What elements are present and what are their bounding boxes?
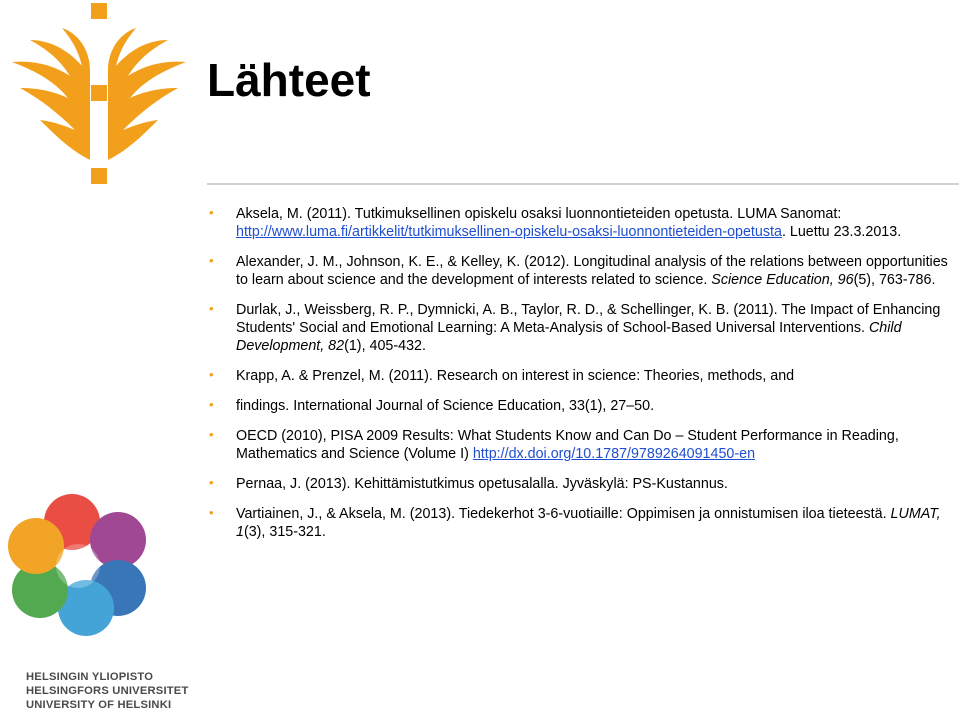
title-divider <box>207 183 959 185</box>
colored-petals-icon <box>0 480 170 650</box>
reference-text: (3), 315-321. <box>243 524 326 540</box>
bullet-icon: • <box>209 205 214 220</box>
reference-link[interactable]: http://dx.doi.org/10.1787/9789264091450-en <box>472 446 756 462</box>
bullet-icon: • <box>209 505 214 520</box>
bullet-icon: • <box>209 427 214 442</box>
bullet-icon: • <box>209 397 214 412</box>
reference-item <box>209 253 949 289</box>
reference-journal: Science Education, 96 <box>711 272 854 288</box>
reference-item <box>209 427 949 463</box>
reference-text: Vartiainen, J., & Aksela, M. (2013). Tiedekerhot 3-6-vuotiaille: Oppimisen ja onnistumisen iloa tieteestä. <box>236 506 891 522</box>
reference-text: Alexander, J. M., Johnson, K. E., & Kelley, K. (2012). Longitudinal analysis of the relations between opportunities to learn about science and the development of interests related to science. <box>236 254 948 288</box>
reference-text: Aksela, M. (2011). Tutkimuksellinen opiskelu osaksi luonnontieteiden opetusta. LUMA Sanomat: <box>236 206 842 222</box>
reference-text: OECD (2010), PISA 2009 Results: What Students Know and Can Do – Student Performance in Reading, Mathematics and Science (Volume I) <box>236 428 899 462</box>
university-flame-icon <box>0 0 200 190</box>
reference-text: findings. International Journal of Science Education, 33(1), 27–50. <box>236 398 655 414</box>
reference-text: Pernaa, J. (2013). Kehittämistutkimus opetusalalla. Jyväskylä: PS-Kustannus. <box>236 476 728 492</box>
reference-item <box>209 397 949 415</box>
reference-text: (1), 405-432. <box>344 338 426 354</box>
bullet-icon: • <box>209 475 214 490</box>
university-name-en: UNIVERSITY OF HELSINKI <box>26 699 172 711</box>
bullet-icon: • <box>209 253 214 268</box>
reference-item <box>209 475 949 493</box>
reference-item <box>209 205 949 241</box>
reference-item <box>209 367 949 385</box>
page-title: Lähteet <box>207 54 371 106</box>
reference-text: Krapp, A. & Prenzel, M. (2011). Research on interest in science: Theories, methods, and <box>236 368 795 384</box>
reference-item <box>209 505 949 541</box>
reference-text: (5), 763-786. <box>853 272 936 288</box>
university-name-sv: HELSINGFORS UNIVERSITET <box>26 685 189 697</box>
university-name-fi: HELSINGIN YLIOPISTO <box>26 671 154 683</box>
reference-journal: Child Development, 82 <box>236 320 902 354</box>
reference-journal: LUMAT, 1 <box>236 506 941 540</box>
bullet-icon: • <box>209 301 214 316</box>
university-name <box>26 670 188 712</box>
reference-list <box>209 205 949 553</box>
bullet-icon: • <box>209 367 214 382</box>
reference-item <box>209 301 949 355</box>
reference-text: . Luettu 23.3.2013. <box>781 224 902 240</box>
reference-link[interactable]: http://www.luma.fi/artikkelit/tutkimuksellinen-opiskelu-osaksi-luonnontieteiden-opetusta <box>236 224 782 240</box>
reference-text: Durlak, J., Weissberg, R. P., Dymnicki, A. B., Taylor, R. D., & Schellinger, K. B. (2011). The Impact of Enhancing Students' Social and Emotional Learning: A Meta-Analysis of School-Based Universal Interventions. <box>236 302 941 336</box>
